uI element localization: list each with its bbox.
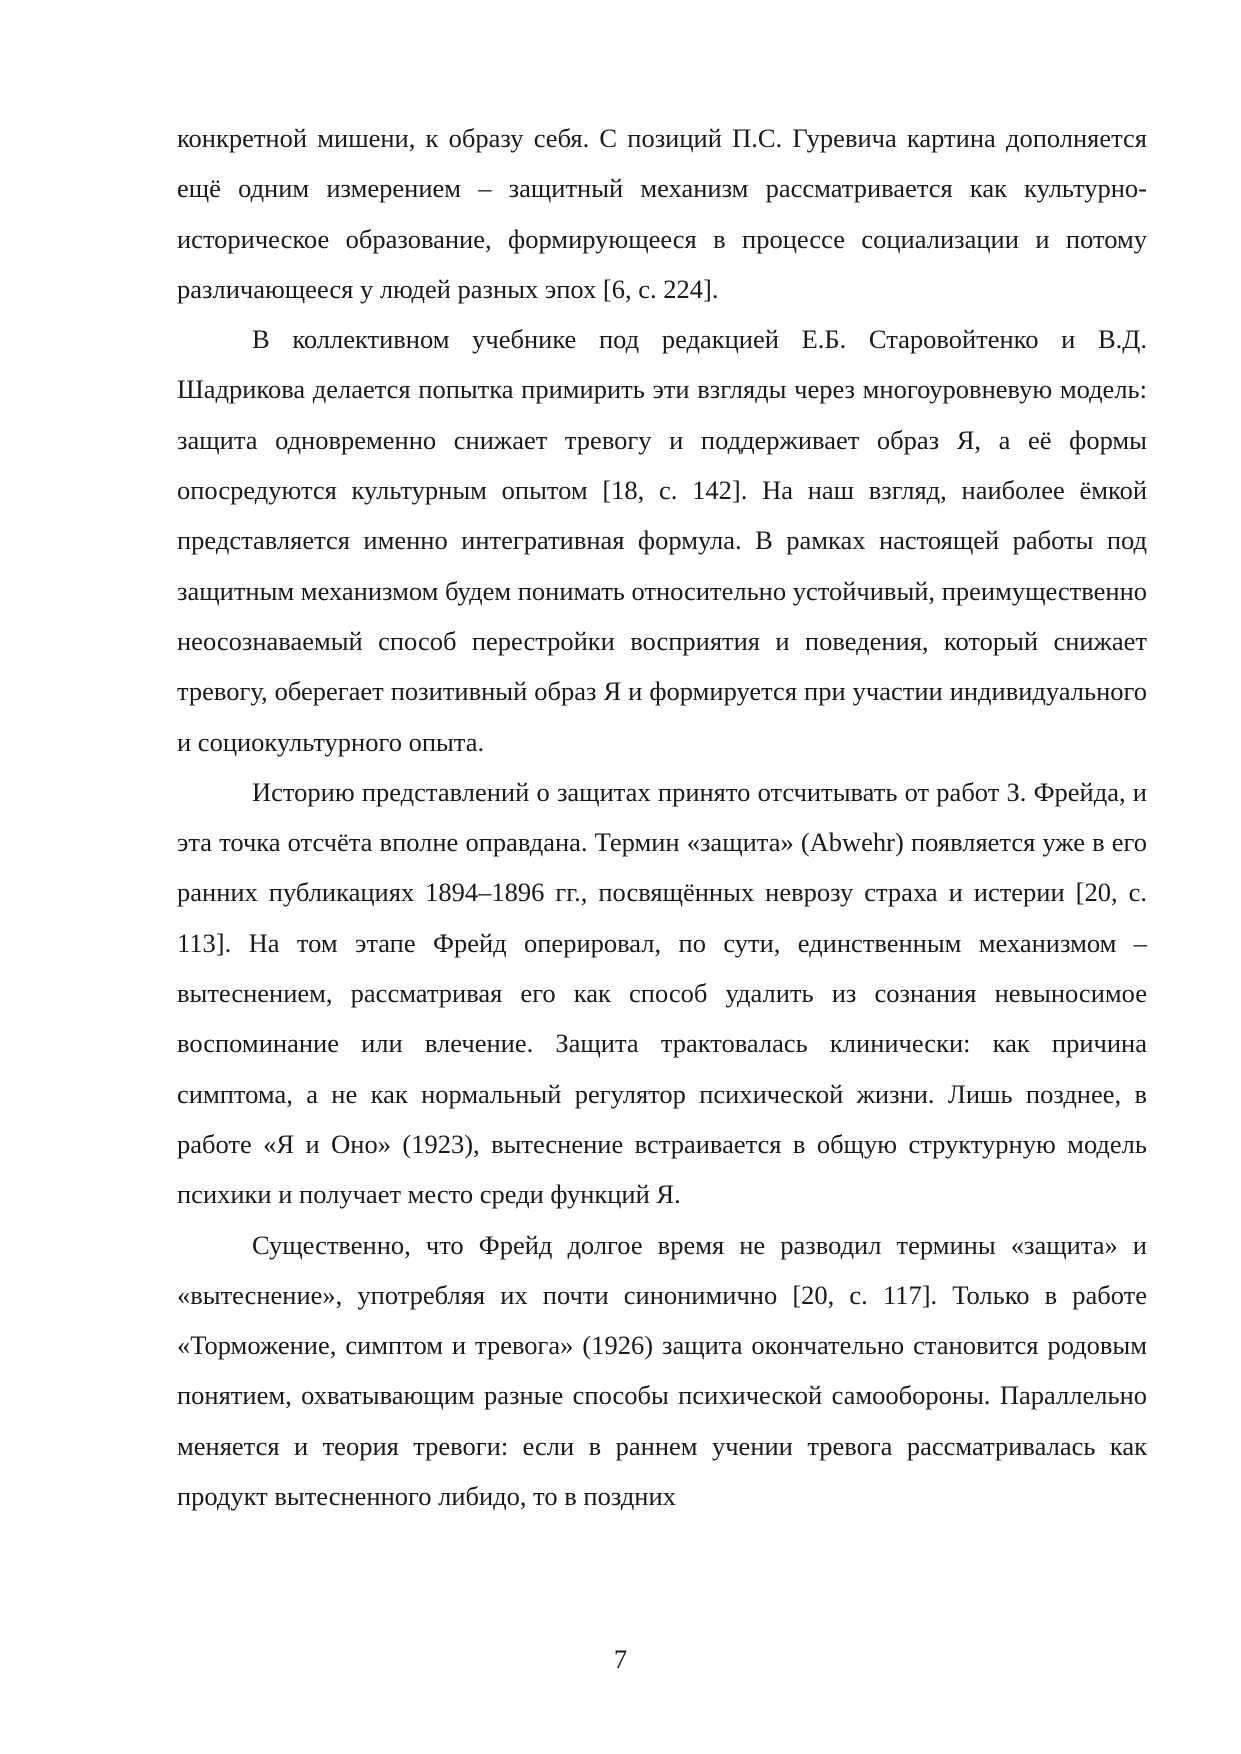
paragraph-4: Существенно, что Фрейд долгое время не разводил термины «защита» и «вытеснение», употребляя их почти синонимично [20, с. 117]. Только в работе «Торможение, симптом и тревога» (1926) защита окончательно становится родовым понятием, охватывающим разные способы психической самообороны. Параллельно меняется и теория тревоги: если в раннем учении тревога рассматривалась как продукт вытесненного либидо, то в поздних (177, 1229, 1147, 1512)
page-number: 7 (613, 1644, 628, 1674)
paragraph-2: В коллективном учебнике под редакцией Е.Б. Старовойтенко и В.Д. Шадрикова делается попытка примирить эти взгляды через многоуровневую модель: защита одновременно снижает тревогу и поддерживает образ Я, а её формы опосредуются культурным опытом [18, с. 142]. На наш взгляд, наиболее ёмкой представляется именно интегративная формула. В рамках настоящей работы под защитным механизмом будем понимать относительно устойчивый, преимущественно неосознаваемый способ перестройки восприятия и поведения, который снижает тревогу, оберегает позитивный образ Я и формируется при участии индивидуального и социокультурного опыта. (177, 324, 1147, 757)
paragraph-3: Историю представлений о защитах принято отсчитывать от работ З. Фрейда, и эта точка отсчёта вполне оправдана. Термин «защита» (Abwehr) появляется уже в его ранних публикациях 1894–1896 гг., посвящённых неврозу страха и истерии [20, с. 113]. На том этапе Фрейд оперировал, по сути, единственным механизмом – вытеснением, рассматривая его как способ удалить из сознания невыносимое воспоминание или влечение. Защита трактовалась клинически: как причина симптома, а не как нормальный регулятор психической жизни. Лишь позднее, в работе «Я и Оно» (1923), вытеснение встраивается в общую структурную модель психики и получает место среди функций Я. (177, 776, 1147, 1210)
body-text (177, 113, 1147, 1521)
paragraph-1: конкретной мишени, к образу себя. С позиций П.С. Гуревича картина дополняется ещё одним измерением – защитный механизм рассматривается как культурно-историческое образование, формирующееся в процессе социализации и потому различающееся у людей разных эпох [6, с. 224]. (177, 123, 1147, 304)
